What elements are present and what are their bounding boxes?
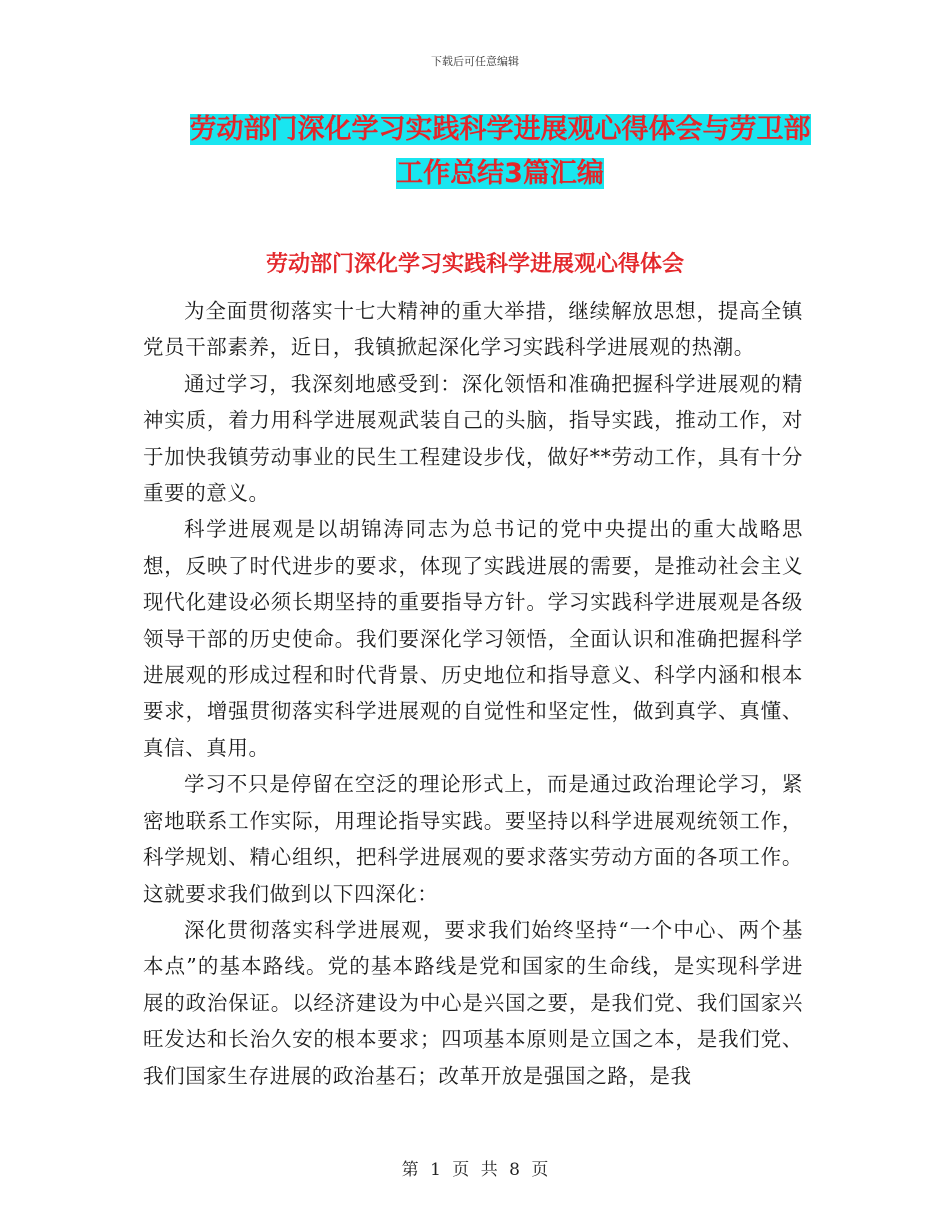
section-title: 劳动部门深化学习实践科学进展观心得体会 bbox=[265, 252, 684, 277]
document-title bbox=[185, 108, 815, 196]
document-title-line2: 工作总结3篇汇编 bbox=[396, 158, 604, 189]
paragraph: 通过学习，我深刻地感受到：深化领悟和准确把握科学进展观的精神实质，着力用科学进展观武装自己的头脑，指导实践，推动工作，对于加快我镇劳动事业的民生工程建设步伐，做好**劳动工作，具有十分重要的意义。 bbox=[143, 371, 803, 506]
document-body bbox=[143, 293, 803, 1094]
paragraph: 深化贯彻落实科学进展观，要求我们始终坚持“一个中心、两个基本点”的基本路线。党的基本路线是党和国家的生命线，是实现科学进展的政治保证。以经济建设为中心是兴国之要，是我们党、我们国家兴旺发达和长治久安的根本要求；四项基本原则是立国之本，是我们党、我们国家生存进展的政治基石；改革开放是强国之路，是我 bbox=[143, 917, 803, 1088]
paragraph: 学习不只是停留在空泛的理论形式上，而是通过政治理论学习，紧密地联系工作实际，用理论指导实践。要坚持以科学进展观统领工作，科学规划、精心组织，把科学进展观的要求落实劳动方面的各项工作。这就要求我们做到以下四深化： bbox=[143, 772, 803, 906]
page-number: 第 1 页 共 8 页 bbox=[401, 1160, 549, 1180]
header-note: 下载后可任意编辑 bbox=[431, 55, 519, 68]
paragraph: 为全面贯彻落实十七大精神的重大举措，继续解放思想，提高全镇党员干部素养，近日，我镇掀起深化学习实践科学进展观的热潮。 bbox=[143, 299, 803, 360]
document-title-line1: 劳动部门深化学习实践科学进展观心得体会与劳卫部 bbox=[189, 114, 811, 145]
paragraph: 科学进展观是以胡锦涛同志为总书记的党中央提出的重大战略思想，反映了时代进步的要求，体现了实践进展的需要，是推动社会主义现代化建设必须长期坚持的重要指导方针。学习实践科学进展观是各级领导干部的历史使命。我们要深化学习领悟，全面认识和准确把握科学进展观的形成过程和时代背景、历史地位和指导意义、科学内涵和根本要求，增强贯彻落实科学进展观的自觉性和坚定性，做到真学、真懂、真信、真用。 bbox=[143, 517, 803, 760]
